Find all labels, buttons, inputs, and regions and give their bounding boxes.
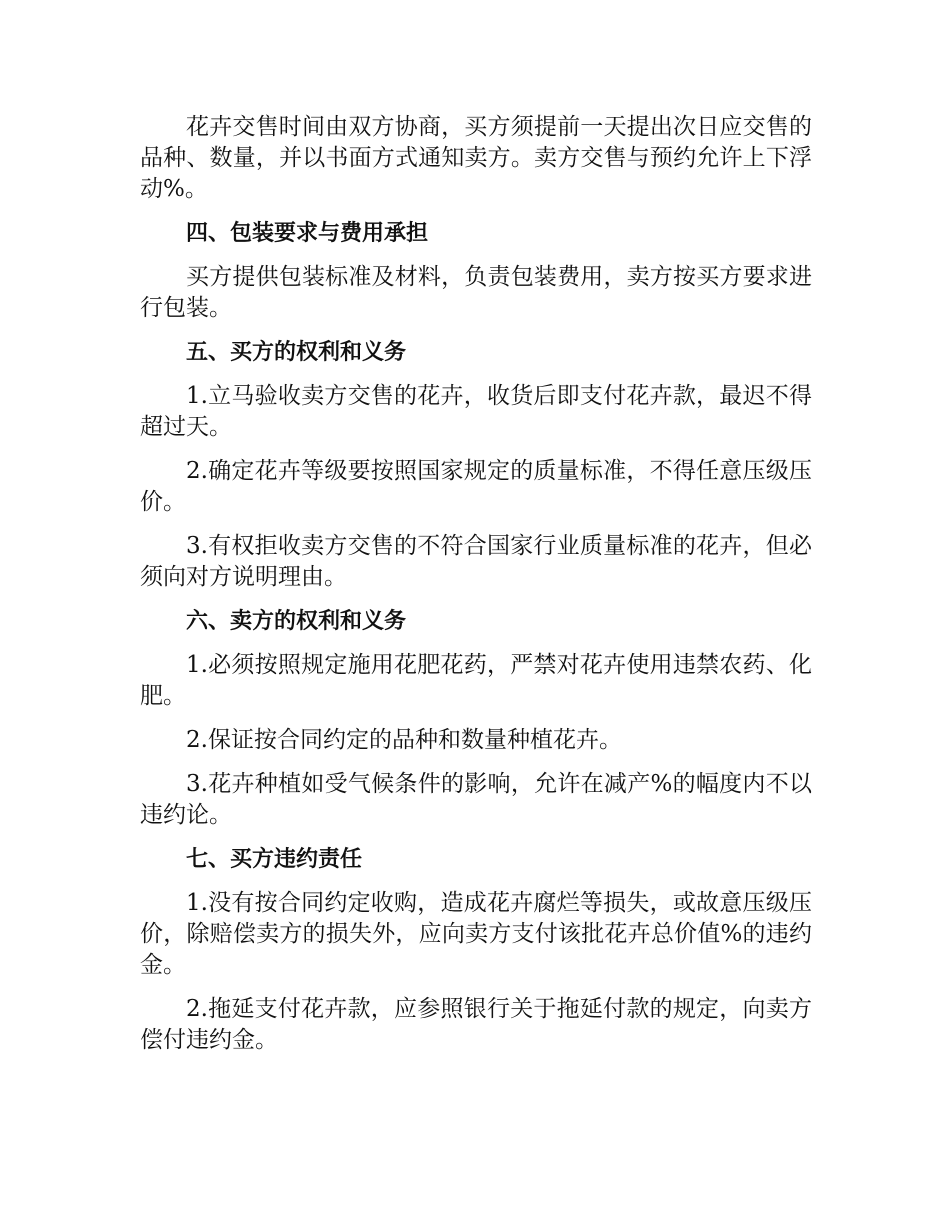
section-heading-packaging: 四、包装要求与费用承担 bbox=[186, 221, 429, 246]
paragraph-buyer-liability-2: 2.拖延支付花卉款，应参照银行关于拖延付款的规定，向卖方偿付违约金。 bbox=[140, 996, 812, 1053]
paragraph-seller-rights-3: 3.花卉种植如受气候条件的影响，允许在减产%的幅度内不以违约论。 bbox=[140, 771, 812, 828]
paragraph-buyer-liability-1: 1.没有按合同约定收购，造成花卉腐烂等损失，或故意压级压价，除赔偿卖方的损失外，应向卖方支付该批花卉总价值%的违约金。 bbox=[140, 890, 812, 978]
section-heading-seller-rights: 六、卖方的权利和义务 bbox=[186, 609, 407, 634]
paragraph-seller-rights-1: 1.必须按照规定施用花肥花药，严禁对花卉使用违禁农药、化肥。 bbox=[140, 652, 812, 709]
paragraph-packaging: 买方提供包装标准及材料，负责包装费用，卖方按买方要求进行包装。 bbox=[140, 264, 812, 321]
paragraph-delivery-time: 花卉交售时间由双方协商，买方须提前一天提出次日应交售的品种、数量，并以书面方式通知卖方。卖方交售与预约允许上下浮动%。 bbox=[140, 114, 812, 202]
paragraph-buyer-rights-2: 2.确定花卉等级要按照国家规定的质量标准，不得任意压级压价。 bbox=[140, 458, 812, 515]
document-page bbox=[140, 112, 812, 1069]
paragraph-buyer-rights-3: 3.有权拒收卖方交售的不符合国家行业质量标准的花卉，但必须向对方说明理由。 bbox=[140, 533, 812, 590]
paragraph-buyer-rights-1: 1.立马验收卖方交售的花卉，收货后即支付花卉款，最迟不得超过天。 bbox=[140, 383, 812, 440]
section-heading-buyer-rights: 五、买方的权利和义务 bbox=[186, 340, 407, 365]
section-heading-buyer-liability: 七、买方违约责任 bbox=[186, 847, 363, 872]
paragraph-seller-rights-2: 2.保证按合同约定的品种和数量种植花卉。 bbox=[186, 727, 622, 753]
